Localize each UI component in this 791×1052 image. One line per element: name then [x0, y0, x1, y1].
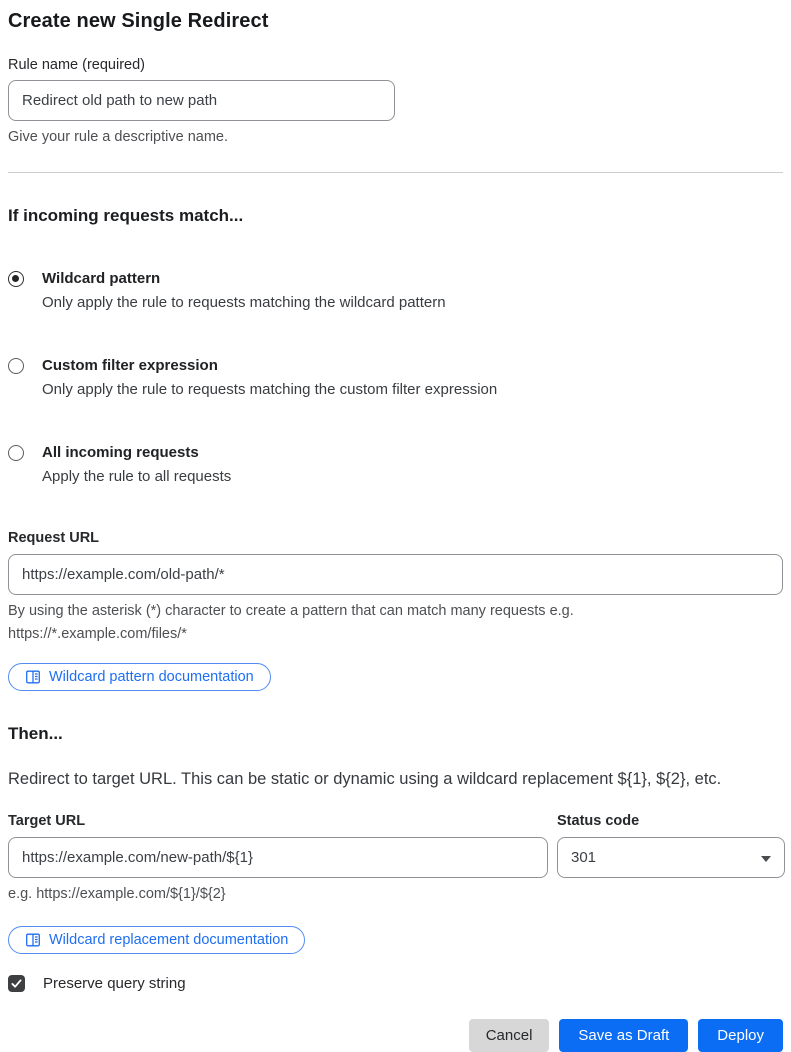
cancel-button[interactable]: Cancel [469, 1019, 550, 1052]
book-icon [25, 669, 41, 685]
target-url-input[interactable] [8, 837, 548, 878]
radio-unselected-icon[interactable] [8, 445, 24, 461]
rule-name-label: Rule name (required) [8, 57, 146, 73]
then-description: Redirect to target URL. This can be static or dynamic using a wildcard replacement ${1}, ${2}, etc. [8, 770, 722, 788]
radio-unselected-icon[interactable] [8, 358, 24, 374]
radio-selected-icon[interactable] [8, 271, 24, 287]
request-url-helper-line2: https://*.example.com/files/* [8, 626, 187, 642]
radio-label: Wildcard pattern [42, 270, 161, 287]
radio-option-all-requests[interactable] [8, 443, 783, 489]
rule-name-helper: Give your rule a descriptive name. [8, 129, 229, 145]
radio-description: Only apply the rule to requests matching the wildcard pattern [42, 294, 446, 311]
footer-actions [8, 1019, 783, 1052]
checkbox-checked-icon[interactable] [8, 975, 25, 992]
request-url-label: Request URL [8, 530, 100, 546]
radio-option-wildcard-pattern[interactable] [8, 269, 783, 315]
radio-option-custom-filter[interactable] [8, 356, 783, 402]
book-icon [25, 932, 41, 948]
section-divider [8, 172, 783, 173]
save-draft-button[interactable]: Save as Draft [559, 1019, 688, 1052]
rule-name-input[interactable] [8, 80, 395, 121]
target-url-label: Target URL [8, 813, 86, 829]
doc-button-label: Wildcard pattern documentation [49, 669, 254, 685]
then-section-heading: Then... [8, 724, 63, 743]
status-code-label: Status code [557, 813, 640, 829]
status-code-value: 301 [571, 849, 597, 866]
request-url-helper-line1: By using the asterisk (*) character to create a pattern that can match many requests e.g. [8, 603, 574, 619]
radio-description: Only apply the rule to requests matching the custom filter expression [42, 381, 498, 398]
preserve-query-label: Preserve query string [43, 975, 186, 992]
page-title: Create new Single Redirect [8, 10, 269, 32]
request-url-input[interactable] [8, 554, 783, 595]
target-status-row [8, 813, 783, 906]
status-code-select[interactable] [557, 837, 785, 878]
wildcard-pattern-doc-button[interactable] [8, 663, 271, 691]
match-section-heading: If incoming requests match... [8, 206, 244, 225]
preserve-query-checkbox-row[interactable] [8, 975, 783, 992]
match-radio-group [8, 269, 783, 489]
chevron-down-icon [761, 856, 771, 862]
wildcard-replacement-doc-button[interactable] [8, 926, 305, 954]
radio-description: Apply the rule to all requests [42, 468, 232, 485]
target-url-helper: e.g. https://example.com/${1}/${2} [8, 886, 226, 902]
deploy-button[interactable]: Deploy [698, 1019, 783, 1052]
radio-label: Custom filter expression [42, 357, 218, 374]
doc-button-label: Wildcard replacement documentation [49, 932, 289, 948]
radio-label: All incoming requests [42, 444, 199, 461]
